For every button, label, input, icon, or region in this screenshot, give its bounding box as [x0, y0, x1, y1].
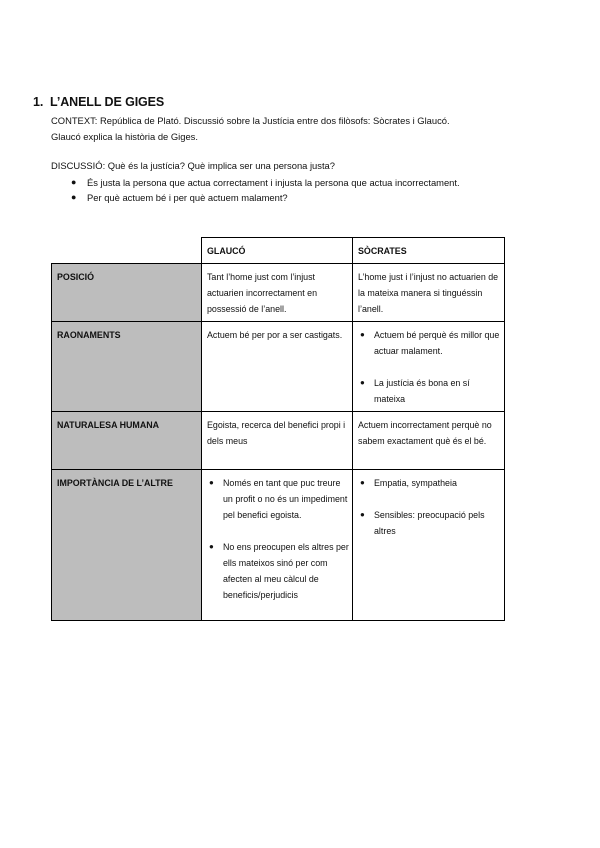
empty-corner-cell — [52, 238, 202, 264]
cell-glauco-naturalesa: Egoista, recerca del benefici propi i dels meus — [202, 412, 353, 470]
cell-socrates-naturalesa: Actuem incorrectament perquè no sabem exactament què és el bé. — [353, 412, 505, 470]
column-header-socrates: SÒCRATES — [353, 238, 505, 264]
row-label-importancia: IMPORTÀNCIA DE L’ALTRE — [52, 470, 202, 621]
bullet-icon: ● — [209, 542, 214, 551]
bullet-icon: ● — [209, 478, 214, 487]
list-item: ● La justícia és bona en sí mateixa — [358, 375, 501, 407]
question-list — [51, 177, 460, 206]
table-row — [52, 412, 505, 470]
bullet-icon: ● — [360, 378, 365, 387]
bullet-icon: ● — [360, 478, 365, 487]
cell-glauco-importancia — [202, 470, 353, 621]
table-header-row — [52, 238, 505, 264]
row-label-raonaments: RAONAMENTS — [52, 322, 202, 412]
row-label-posicio: POSICIÓ — [52, 264, 202, 322]
context-line-1: CONTEXT: República de Plató. Discussió sobre la Justícia entre dos filòsofs: Sòcrates i Glaucó. — [51, 115, 450, 126]
bullet-icon: ● — [71, 177, 77, 187]
list-item: ● Només en tant que puc treure un profit o no és un impediment pel benefici egoista. — [207, 475, 349, 523]
list-item: ● És justa la persona que actua correctament i injusta la persona que actua incorrectament. — [71, 177, 460, 188]
list-item: ● Sensibles: preocupació pels altres — [358, 507, 501, 539]
comparison-table — [51, 237, 505, 621]
table-row — [52, 470, 505, 621]
list-item: ● Actuem bé perquè és millor que actuar malament. — [358, 327, 501, 359]
table-row — [52, 264, 505, 322]
bullet-icon: ● — [360, 510, 365, 519]
cell-glauco-posicio: Tant l’home just com l’injust actuarien incorrectament en possessió de l’anell. — [202, 264, 353, 322]
cell-glauco-raonaments: Actuem bé per por a ser castigats. — [202, 322, 353, 412]
cell-socrates-posicio: L’home just i l’injust no actuarien de la mateixa manera si tinguéssin l’anell. — [353, 264, 505, 322]
list-item: ● Per què actuem bé i per què actuem malament? — [71, 191, 288, 203]
cell-socrates-raonaments — [353, 322, 505, 412]
section-title: L’ANELL DE GIGES — [50, 95, 165, 109]
cell-socrates-importancia — [353, 470, 505, 621]
context-line-2: Glaucó explica la història de Giges. — [51, 131, 198, 142]
list-item: ● No ens preocupen els altres per ells mateixos sinó per com afecten al meu càlcul de beneficis/perjudicis — [207, 539, 349, 603]
section-number: 1. — [33, 95, 44, 109]
table-row — [52, 322, 505, 412]
bullet-icon: ● — [71, 191, 77, 202]
row-label-naturalesa: NATURALESA HUMANA — [52, 412, 202, 470]
bullet-icon: ● — [360, 330, 365, 339]
discussion-line: DISCUSSIÓ: Què és la justícia? Què implica ser una persona justa? — [51, 160, 335, 171]
column-header-glauco: GLAUCÓ — [202, 238, 353, 264]
list-item: ● Empatia, sympatheia — [358, 475, 501, 491]
section-heading — [33, 95, 164, 109]
